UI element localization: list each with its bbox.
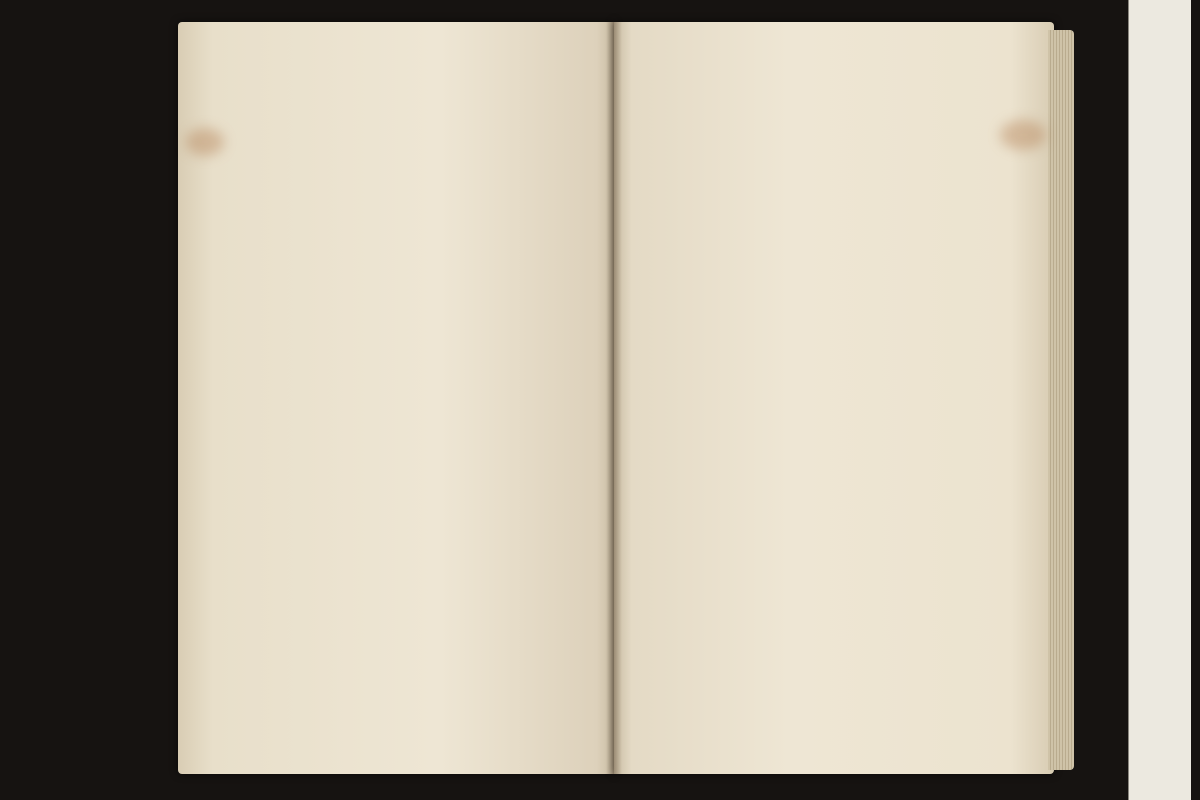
book-gutter: [606, 22, 622, 774]
stain: [1000, 120, 1046, 150]
page-edges: [1048, 30, 1074, 770]
left-page: [178, 22, 614, 774]
right-page: [614, 22, 1054, 774]
measurement-ruler: [1128, 0, 1191, 800]
stain: [186, 128, 224, 156]
